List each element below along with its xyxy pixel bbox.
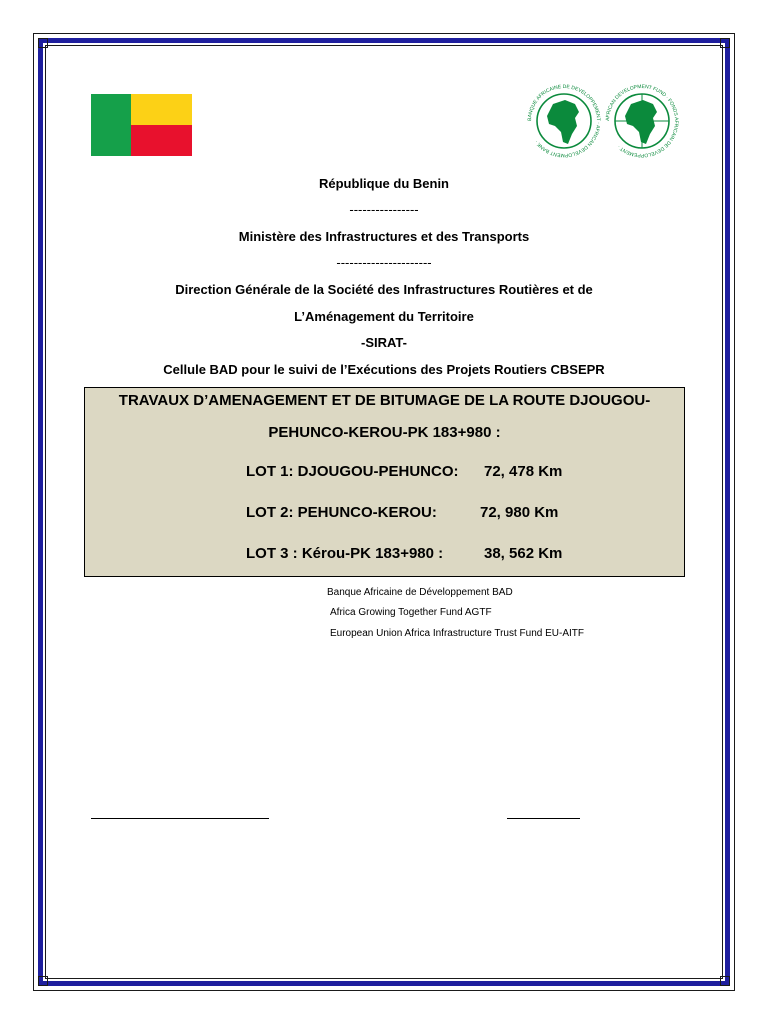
separator-line-1: ---------------- [349, 202, 419, 217]
signature-line-right [507, 818, 580, 819]
corner-ornament-top-left [38, 38, 48, 48]
separator-line-2: ---------------------- [336, 255, 432, 270]
project-title-line2: PEHUNCO-KEROU-PK 183+980 : [268, 424, 501, 441]
lot-3-length: 38, 562 Km [484, 545, 563, 562]
lot-2-length: 72, 980 Km [480, 504, 559, 521]
flag-red-band [131, 125, 192, 156]
afdb-logos [525, 82, 681, 160]
funder-agtf: Africa Growing Together Fund AGTF [330, 607, 492, 618]
lot-2-label: LOT 2: PEHUNCO-KEROU: [246, 504, 437, 521]
afdb-fund-logo-text: AFRICAN DEVELOPMENT FUND · FONDS AFRICAIN DE DEVELOPPEMENT · [604, 83, 680, 159]
corner-ornament-top-right [720, 38, 730, 48]
funder-eu-aitf: European Union Africa Infrastructure Trust Fund EU-AITF [330, 628, 584, 639]
signature-line-left [91, 818, 269, 819]
afdb-bank-logo-text: BANQUE AFRICAINE DE DEVELOPPEMENT · AFRICAN DEVELOPMENT BANK · [526, 83, 602, 159]
lot-1-label: LOT 1: DJOUGOU-PEHUNCO: [246, 463, 459, 480]
benin-flag [91, 94, 192, 156]
afdb-fund-logo [605, 84, 679, 158]
corner-ornament-bottom-left [38, 976, 48, 986]
direction-heading-line2: L’Aménagement du Territoire [294, 309, 474, 324]
sirat-acronym: -SIRAT- [361, 335, 407, 350]
flag-yellow-band [131, 94, 192, 125]
direction-heading-line1: Direction Générale de la Société des Infrastructures Routières et de [175, 282, 593, 297]
corner-ornament-bottom-right [720, 976, 730, 986]
afdb-bank-logo [527, 84, 601, 158]
republic-heading: République du Benin [319, 176, 449, 191]
lot-3-label: LOT 3 : Kérou-PK 183+980 : [246, 545, 444, 562]
cell-heading: Cellule BAD pour le suivi de l’Exécutions des Projets Routiers CBSEPR [163, 362, 605, 377]
flag-green-band [91, 94, 131, 156]
funder-bad: Banque Africaine de Développement BAD [327, 587, 513, 598]
project-title-line1: TRAVAUX D’AMENAGEMENT ET DE BITUMAGE DE LA ROUTE DJOUGOU- [118, 392, 651, 409]
ministry-heading: Ministère des Infrastructures et des Transports [238, 229, 530, 244]
lot-1-length: 72, 478 Km [484, 463, 563, 480]
project-title-box [84, 387, 685, 577]
